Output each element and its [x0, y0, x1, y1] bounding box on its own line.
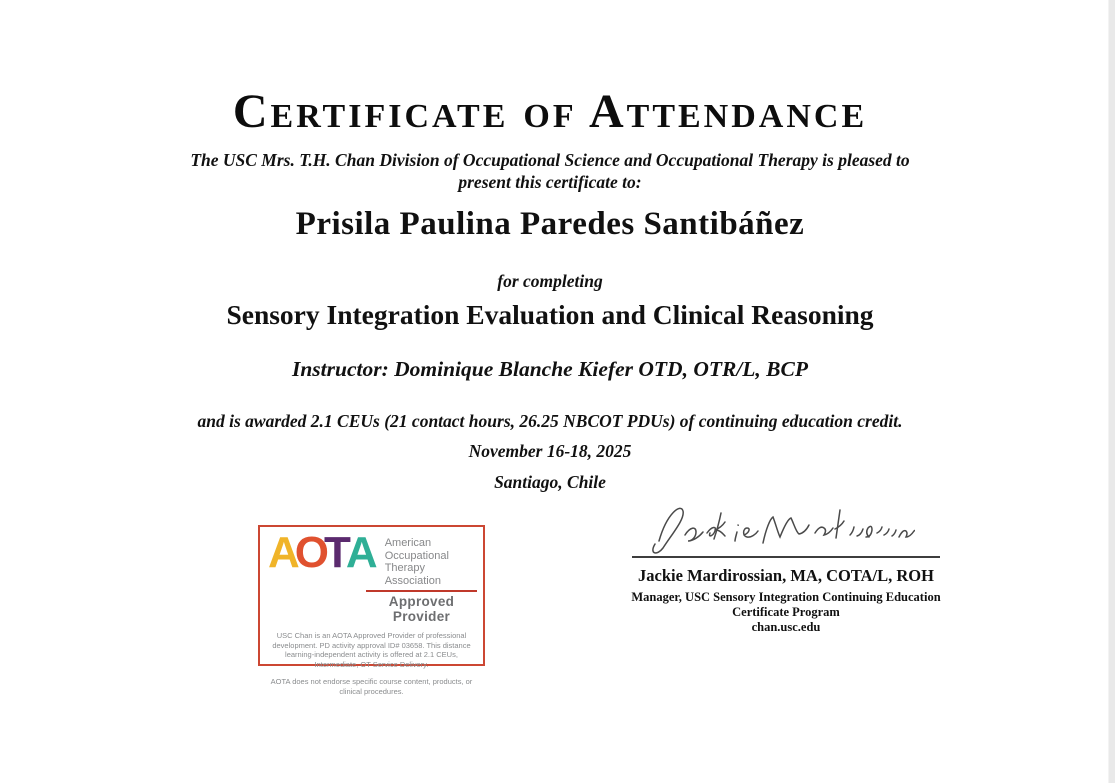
- aota-logo-letter-a2: A: [345, 528, 373, 577]
- certificate-title: Certificate of Attendance: [232, 85, 868, 138]
- aota-org-line-2: Occupational Therapy: [384, 549, 449, 574]
- signer-role-line-1: Manager, USC Sensory Integration Continuing Education: [631, 590, 941, 604]
- scrollbar-track[interactable]: [1108, 0, 1115, 783]
- aota-logo-letter-a1: A: [268, 528, 295, 577]
- aota-logo-letter-o: O: [294, 528, 325, 577]
- intro-line-2: present this certificate to:: [458, 171, 642, 192]
- intro-text: [0, 150, 1100, 193]
- signer-role-line-2: Certificate Program: [732, 605, 840, 619]
- recipient-name: Prisila Paulina Paredes Santibáñez: [295, 206, 805, 242]
- signer-name-credentials: Jackie Mardirossian, MA, COTA/L, ROH: [638, 566, 934, 585]
- signer-role: [610, 590, 962, 635]
- aota-org-line-3: Association: [384, 574, 441, 587]
- signature-autograph: [645, 497, 915, 555]
- aota-disclaimer: AOTA does not endorse specific course content, products, or clinical procedures.: [270, 677, 473, 696]
- aota-approved-provider-badge: [258, 525, 485, 696]
- completing-label: for completing: [497, 271, 603, 291]
- aota-logo: [266, 528, 373, 577]
- award-credit-line: and is awarded 2.1 CEUs (21 contact hours, 26.25 NBCOT PDUs) of continuing education credit.: [197, 411, 903, 431]
- aota-divider-line: [366, 590, 477, 592]
- aota-approved-provider-label: Approved Provider: [388, 594, 455, 624]
- event-date: November 16-18, 2025: [468, 441, 632, 461]
- aota-provider-statement: USC Chan is an AOTA Approved Provider of professional development. PD activity approval ID# 03658. This distance learning-independent activity is offered at 2.1 CEUs, Intermediate, OT Service Delivery.: [272, 631, 471, 669]
- aota-org-name: [385, 534, 477, 587]
- signature-line: [632, 556, 940, 558]
- aota-logo-letter-t: T: [324, 528, 346, 577]
- aota-badge-header: [266, 528, 477, 587]
- event-location: Santiago, Chile: [494, 472, 606, 492]
- intro-line-1: The USC Mrs. T.H. Chan Division of Occupational Science and Occupational Therapy is pleased to: [190, 150, 910, 170]
- signer-website: chan.usc.edu: [751, 620, 821, 634]
- instructor-line: Instructor: Dominique Blanche Kiefer OTD, OTR/L, BCP: [291, 357, 809, 381]
- aota-org-line-1: American: [384, 537, 432, 549]
- course-title: Sensory Integration Evaluation and Clinical Reasoning: [226, 299, 874, 330]
